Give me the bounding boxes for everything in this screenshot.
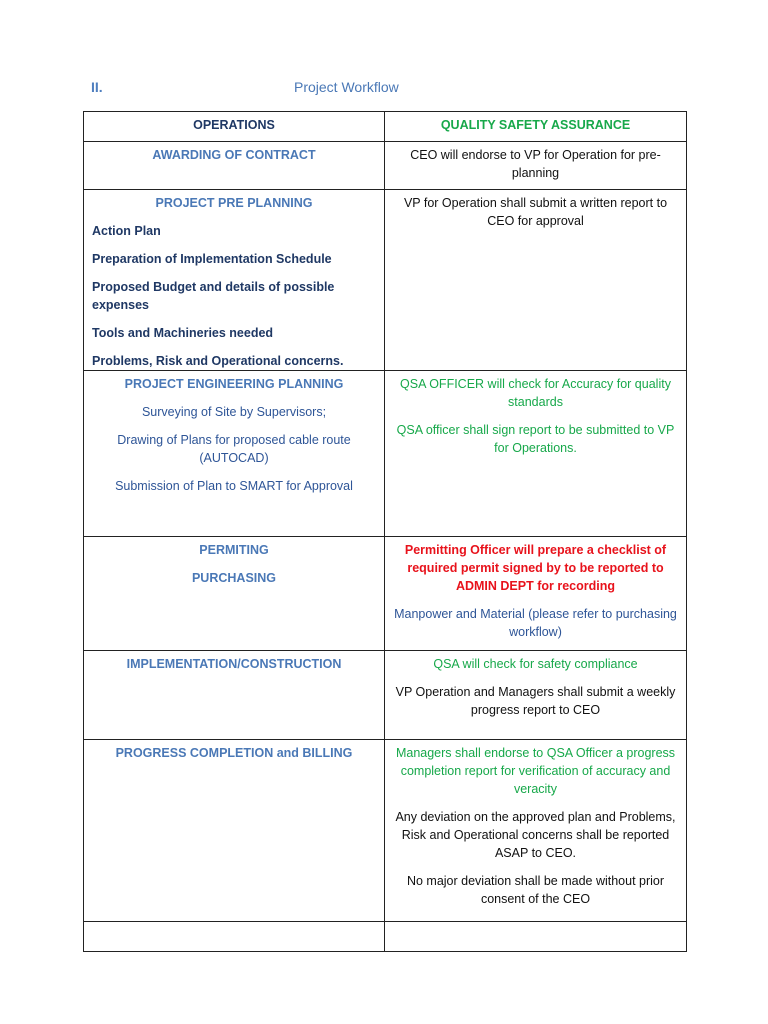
section-number: II. — [91, 79, 103, 95]
qsa-permiting-2: Manpower and Material (please refer to purchasing workflow) — [394, 607, 677, 639]
table-row-engineering — [84, 371, 687, 537]
col-header-qsa: QUALITY SAFETY ASSURANCE — [385, 112, 687, 142]
qsa-implementation-2: VP Operation and Managers shall submit a weekly progress report to CEO — [395, 685, 676, 717]
op-permiting-cell — [84, 537, 385, 651]
preplanning-item: Action Plan — [92, 224, 161, 238]
op-permiting: PERMITING — [199, 543, 269, 557]
qsa-completion-3: No major deviation shall be made without prior consent of the CEO — [406, 874, 665, 906]
engineering-item: Drawing of Plans for proposed cable route (AUTOCAD) — [117, 433, 351, 465]
op-engineering: PROJECT ENGINEERING PLANNING — [124, 377, 344, 391]
preplanning-item: Problems, Risk and Operational concerns. — [92, 354, 344, 368]
table-row-permiting — [84, 537, 687, 651]
table-row-completion — [84, 740, 687, 922]
workflow-table — [83, 111, 687, 952]
op-engineering-cell — [84, 371, 385, 537]
preplanning-item: Preparation of Implementation Schedule — [92, 252, 332, 266]
op-completion: PROGRESS COMPLETION and BILLING — [84, 740, 385, 922]
op-preplanning-cell — [84, 190, 385, 371]
preplanning-item: Tools and Machineries needed — [92, 326, 274, 340]
table-row-preplanning — [84, 190, 687, 371]
empty-cell — [84, 922, 385, 952]
preplanning-item: Proposed Budget and details of possible expenses — [92, 280, 335, 312]
table-header-row — [84, 112, 687, 142]
empty-cell — [385, 922, 687, 952]
qsa-engineering-1: QSA OFFICER will check for Accuracy for quality standards — [400, 377, 671, 409]
qsa-engineering-cell — [385, 371, 687, 537]
qsa-completion-2: Any deviation on the approved plan and Problems, Risk and Operational concerns shall be reported ASAP to CEO. — [395, 810, 676, 860]
op-purchasing: PURCHASING — [191, 571, 277, 585]
qsa-completion-1: Managers shall endorse to QSA Officer a progress completion report for verification of accuracy and veracity — [395, 746, 676, 796]
table-row-empty — [84, 922, 687, 952]
section-heading — [91, 79, 511, 99]
qsa-completion-cell — [385, 740, 687, 922]
op-implementation: IMPLEMENTATION/CONSTRUCTION — [84, 651, 385, 740]
qsa-permiting-1: Permitting Officer will prepare a checklist of required permit signed by to be reported to ADMIN DEPT for recording — [404, 543, 667, 593]
qsa-implementation-1: QSA will check for safety compliance — [433, 657, 638, 671]
engineering-item: Surveying of Site by Supervisors; — [141, 405, 327, 419]
qsa-preplanning: VP for Operation shall submit a written report to CEO for approval — [385, 190, 687, 371]
section-title: Project Workflow — [294, 79, 399, 95]
op-preplanning: PROJECT PRE PLANNING — [155, 196, 313, 210]
col-header-operations: OPERATIONS — [84, 112, 385, 142]
qsa-awarding: CEO will endorse to VP for Operation for pre-planning — [385, 142, 687, 190]
table-row-awarding — [84, 142, 687, 190]
qsa-implementation-cell — [385, 651, 687, 740]
op-awarding: AWARDING OF CONTRACT — [84, 142, 385, 190]
qsa-engineering-2: QSA officer shall sign report to be submitted to VP for Operations. — [396, 423, 675, 455]
engineering-item: Submission of Plan to SMART for Approval — [115, 479, 353, 493]
table-row-implementation — [84, 651, 687, 740]
qsa-permiting-cell — [385, 537, 687, 651]
